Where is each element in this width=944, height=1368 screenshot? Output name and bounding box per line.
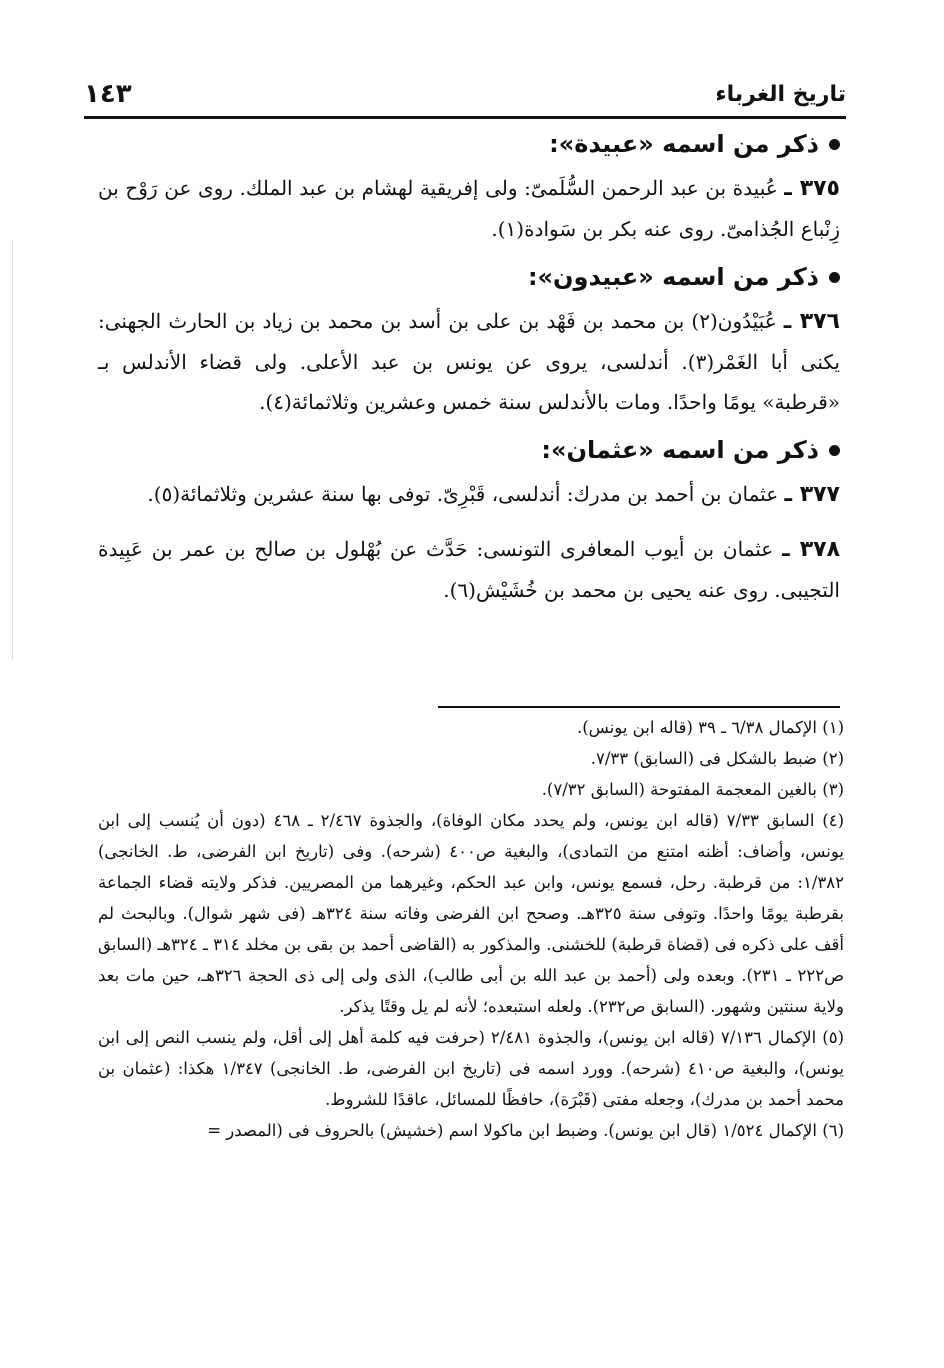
- footnote: (٦) الإكمال ١/٥٢٤ (قال ابن يونس). وضبط ابن ماكولا اسم (خشيش) بالحروف فى (المصدر =: [207, 1121, 844, 1140]
- section-heading-label: ذكر من اسمه «عثمان»:: [541, 436, 819, 464]
- footnote-divider: [438, 706, 840, 708]
- entry-number: ٣٧٥ ـ: [784, 176, 840, 201]
- bullet-icon: [829, 272, 840, 283]
- scan-margin-line: [12, 240, 13, 660]
- section-heading-label: ذكر من اسمه «عبيدة»:: [549, 130, 819, 158]
- footnotes: [98, 712, 844, 1146]
- running-title: تاريخ الغرباء: [715, 81, 846, 107]
- entry-text: عُبيدة بن عبد الرحمن السُّلَمىّ: ولى إفريقية لهشام بن عبد الملك. روى عن رَوْح بن زِنْباع الجُذامىّ. روى عنه بكر بن سَوادة(١).: [98, 176, 840, 241]
- footnote: (٥) الإكمال ٧/١٣٦ (قاله ابن يونس)، والجذوة ٢/٤٨١ (حرفت فيه كلمة أهل إلى أقل، ولم ينسب النص إلى ابن يونس)، والبغية ص٤١٠ (شرحه). وورد اسمه فى (تاريخ ابن الفرضى، ط. الخانجى) ١/٣٤٧ هكذا: (عثمان بن محمد أحمد بن مدرك)، وجعله مفتى (قَبْرَة)، حافظًا للمسائل، عاقدًا للشروط.: [98, 1028, 844, 1109]
- main-text: [98, 126, 840, 624]
- footnote: (٤) السابق ٧/٣٣ (قاله ابن يونس، ولم يحدد مكان الوفاة)، والجذوة ٢/٤٦٧ ـ ٤٦٨ (دون أن يُنسب إلى ابن يونس، وأضاف: أظنه امتنع من التمادى)، والبغية ص٤٠٠ (شرحه). وفى (تاريخ ابن الفرضى، ط. الخانجى) ١/٣٨٢: من قرطبة. رحل، فسمع يونس، وابن عبد الحكم، وغيرهما من المصريين. فذكر ولايته قضاء الجماعة بقرطبة يومًا واحدًا. وتوفى سنة ٣٢٥هـ. وصحح ابن الفرضى وفاته سنة ٣٢٤هـ (فى شهر شوال). وبالبحث لم أقف على ذكره فى (قضاة قرطبة) للخشنى. والمذكور به (القاضى أحمد بن بقى بن مخلد ٣١٤ ـ ٣٢٤هـ (السابق ص٢٢٢ ـ ٢٣١). وبعده ولى (أحمد بن عبد الله بن أبى طالب)، الذى ولى إلى ذى الحجة ٣٢٦هـ، حين مات بعد ولاية سنتين وشهور. (السابق ص٢٣٢). ولعله استبعده؛ لأنه لم يل وقتًا يذكر.: [98, 811, 845, 1016]
- entry: [98, 301, 840, 422]
- entry: [98, 474, 840, 515]
- section-heading: [98, 436, 840, 464]
- entry-text: عُبَيْدُون(٢) بن محمد بن فَهْد بن على بن أسد بن محمد بن زياد بن الحارث الجهنى: يكنى أبا الغَمْر(٣). أندلسى، يروى عن يونس بن عبد الأعلى. ولى قضاء الأندلس بـ «قرطبة» يومًا واحدًا. ومات بالأندلس سنة خمس وعشرين وثلاثمائة(٤).: [98, 309, 841, 414]
- section-heading-label: ذكر من اسمه «عبيدون»:: [527, 263, 819, 291]
- entry-text: عثمان بن أيوب المعافرى التونسى: حَدَّث عن بُهْلول بن صالح بن عمر بن عَبِيدة التجيبى. روى عنه يحيى بن محمد بن خُشَيْش(٦).: [98, 537, 840, 602]
- entry-number: ٣٧٦ ـ: [783, 309, 840, 334]
- entry-text: عثمان بن أحمد بن مدرك: أندلسى، قَبْرِىّ. توفى بها سنة عشرين وثلاثمائة(٥).: [147, 482, 779, 506]
- entry: [98, 529, 840, 610]
- footnote: (١) الإكمال ٦/٣٨ ـ ٣٩ (قاله ابن يونس).: [577, 718, 844, 737]
- entry-number: ٣٧٧ ـ: [784, 482, 840, 507]
- bullet-icon: [829, 445, 840, 456]
- section-heading: [98, 263, 840, 291]
- entry: [98, 168, 840, 249]
- footnote: (٢) ضبط بالشكل فى (السابق) ٧/٣٣.: [590, 749, 844, 768]
- page-number: ١٤٣: [84, 79, 132, 109]
- section-heading: [98, 130, 840, 158]
- page-header: [84, 72, 846, 119]
- entry-number: ٣٧٨ ـ: [782, 537, 841, 562]
- footnote: (٣) بالغين المعجمة المفتوحة (السابق ٧/٣٢).: [541, 780, 844, 799]
- bullet-icon: [829, 139, 840, 150]
